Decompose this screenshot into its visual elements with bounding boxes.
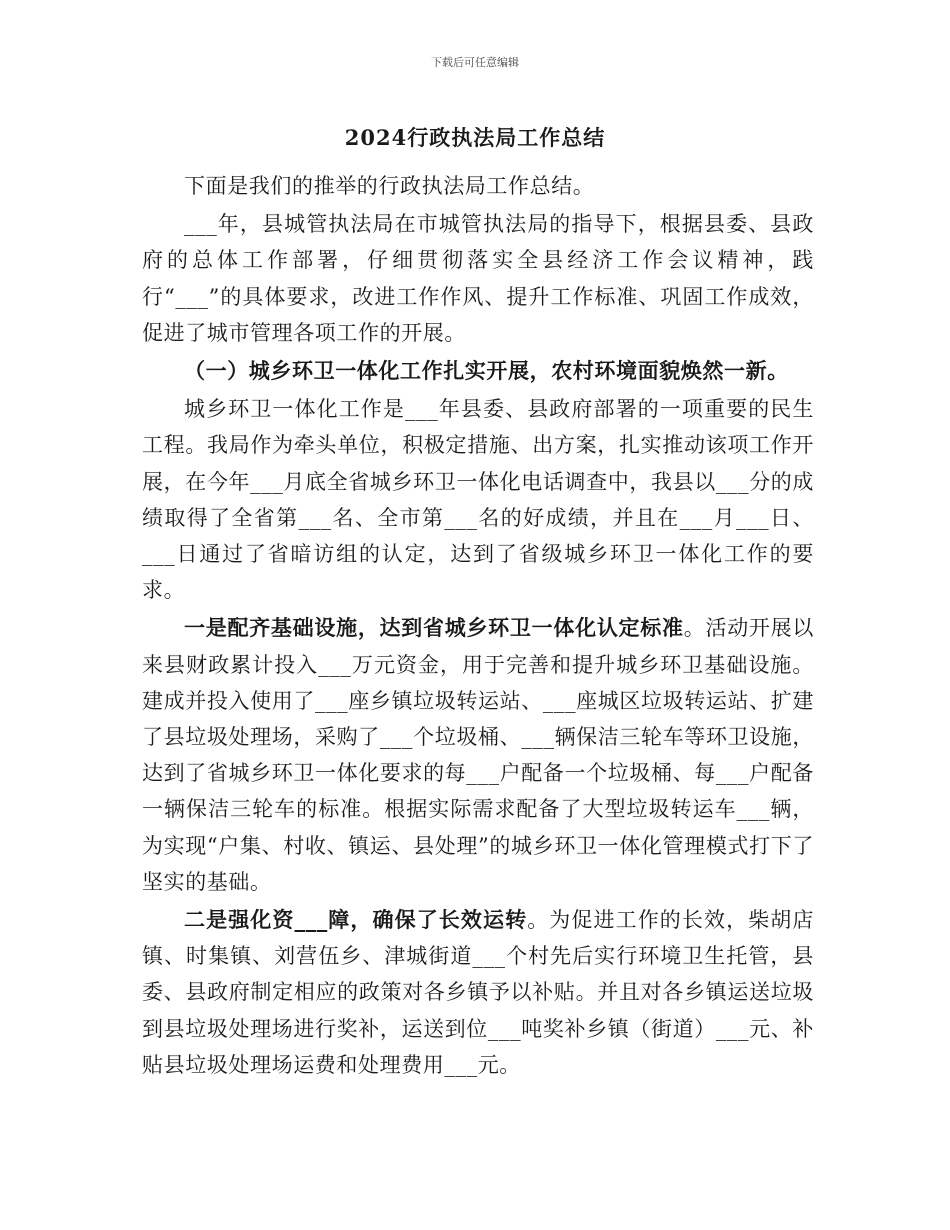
paragraph-funding xyxy=(142,902,814,1083)
paragraph-infrastructure-body: 。活动开展以来县财政累计投入___万元资金，用于完善和提升城乡环卫基础设施。建成并投入使用了___座乡镇垃圾转运站、___座城区垃圾转运站、扩建了县垃圾处理场，采购了___个垃圾桶、___辆保洁三轮车等环卫设施，达到了省城乡环卫一体化要求的每___户配备一个垃圾桶、每___户配备一辆保洁三轮车的标准。根据实际需求配备了大型垃圾转运车___辆，为实现“户集、村收、镇运、县处理”的城乡环卫一体化管理模式打下了坚实的基础。 xyxy=(142,616,814,894)
paragraph-overview: ___年，县城管执法局在市城管执法局的指导下，根据县委、县政府的总体工作部署，仔细贯彻落实全县经济工作会议精神，践行“___”的具体要求，改进工作作风、提升工作标准、巩固工作成效，促进了城市管理各项工作的开展。 xyxy=(142,212,814,345)
paragraph-infrastructure xyxy=(142,610,814,900)
paragraph-sanitation: 城乡环卫一体化工作是___年县委、县政府部署的一项重要的民生工程。我局作为牵头单位，积极定措施、出方案，扎实推动该项工作开展，在今年___月底全省城乡环卫一体化电话调查中，我县以___分的成绩取得了全省第___名、全市第___名的好成绩，并且在___月___日、___日通过了省暗访组的认定，达到了省级城乡环卫一体化工作的要求。 xyxy=(142,397,814,603)
header-note: 下载后可任意编辑 xyxy=(431,56,519,69)
document-body xyxy=(142,168,814,1085)
paragraph-funding-body: 。为促进工作的长效，柴胡店镇、时集镇、刘营伍乡、津城街道___个村先后实行环境卫生托管，县委、县政府制定相应的政策对各乡镇予以补贴。并且对各乡镇运送垃圾到县垃圾处理场进行奖补，运送到位___吨奖补乡镇（街道）___元、补贴县垃圾处理场运费和处理费用___元。 xyxy=(142,908,814,1077)
paragraph-funding-lead: 二是强化资___障，确保了长效运转 xyxy=(184,907,528,933)
document-title: 2024行政执法局工作总结 xyxy=(344,125,606,150)
section-heading-1: （一）城乡环卫一体化工作扎实开展，农村环境面貌焕然一新。 xyxy=(184,358,789,384)
intro-paragraph: 下面是我们的推举的行政执法局工作总结。 xyxy=(184,174,595,198)
paragraph-infrastructure-lead: 一是配齐基础设施，达到省城乡环卫一体化认定标准 xyxy=(184,615,684,641)
